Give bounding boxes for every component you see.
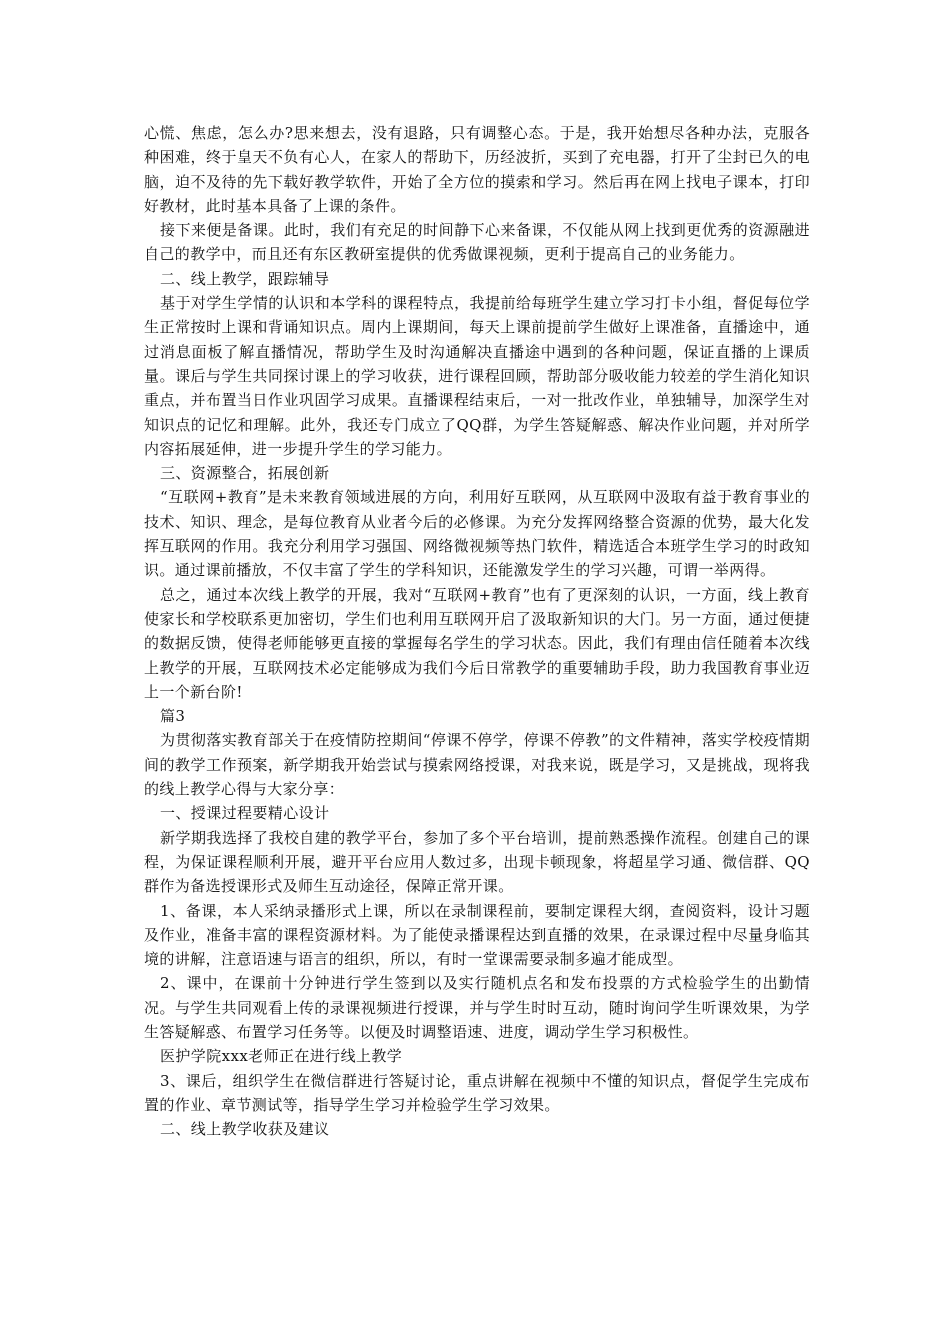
paragraph: 新学期我选择了我校自建的教学平台，参加了多个平台培训，提前熟悉操作流程。创建自己的课程，为保证课程顺利开展，避开平台应用人数过多，出现卡顿现象，将超星学习通、微信群、QQ 群作为备选授课形式及师生互动途径，保障正常开课。 — [144, 828, 810, 896]
paragraph: 总之，通过本次线上教学的开展，我对“互联网+教育”也有了更深刻的认识，一方面，线上教育使家长和学校联系更加密切，学生们也利用互联网开启了汲取新知识的大门。另一方面，通过便捷的数据反馈，使得老师能够更直接的掌握每名学生的学习状态。因此，我们有理由信任随着本次线上教学的开展，互联网技术必定能够成为我们今后日常教学的重要辅助手段，助力我国教育事业迈上一个新台阶! — [144, 585, 810, 701]
paragraph: “互联网+教育”是未来教育领域进展的方向，利用好互联网，从互联网中汲取有益于教育事业的技术、知识、理念，是每位教育从业者今后的必修课。为充分发挥网络整合资源的优势，最大化发挥互联网的作用。我充分利用学习强国、网络微视频等热门软件，精选适合本班学生学习的时政知识。通过课前播放，不仅丰富了学生的学科知识，还能激发学生的学习兴趣，可谓一举两得。 — [144, 488, 810, 580]
image-caption: 医护学院xxx老师正在进行线上教学 — [160, 1047, 403, 1066]
section-heading: 二、线上教学，跟踪辅导 — [160, 269, 330, 288]
section-heading: 二、线上教学收获及建议 — [160, 1120, 330, 1139]
paragraph: 为贯彻落实教育部关于在疫情防控期间“停课不停学，停课不停教”的文件精神，落实学校疫情期间的教学工作预案，新学期我开始尝试与摸索网络授课，对我来说，既是学习，又是挑战，现将我的线上教学心得与大家分享： — [144, 731, 810, 799]
article-number-heading: 篇3 — [160, 707, 186, 726]
document-page — [144, 121, 810, 1141]
paragraph: 心慌、焦虑，怎么办?思来想去，没有退路，只有调整心态。于是，我开始想尽各种办法，克服各种困难，终于皇天不负有心人，在家人的帮助下，历经波折，买到了充电器，打开了尘封已久的电脑，迫不及待的先下载好教学软件，开始了全方位的摸索和学习。然后再在网上找电子课本，打印好教材，此时基本具备了上课的条件。 — [144, 124, 810, 215]
paragraph: 1、备课，本人采纳录播形式上课，所以在录制课程前，要制定课程大纲，查阅资料，设计习题及作业，准备丰富的课程资源材料。为了能使录播课程达到直播的效果，在录课过程中尽量身临其境的讲解，注意语速与语言的组织，所以，有时一堂课需要录制多遍才能成型。 — [144, 901, 810, 969]
paragraph: 接下来便是备课。此时，我们有充足的时间静下心来备课，不仅能从网上找到更优秀的资源融进自己的教学中，而且还有东区教研室提供的优秀做课视频，更利于提高自己的业务能力。 — [144, 221, 810, 264]
section-heading: 一、授课过程要精心设计 — [160, 804, 330, 823]
paragraph: 2、课中，在课前十分钟进行学生签到以及实行随机点名和发布投票的方式检验学生的出勤情况。与学生共同观看上传的录课视频进行授课，并与学生时时互动，随时询问学生听课效果，为学生答疑解惑、布置学习任务等。以便及时调整语速、进度，调动学生学习积极性。 — [144, 974, 810, 1041]
paragraph: 3、课后，组织学生在微信群进行答疑讨论，重点讲解在视频中不懂的知识点，督促学生完成布置的作业、章节测试等，指导学生学习并检验学生学习效果。 — [144, 1071, 810, 1114]
section-heading: 三、资源整合，拓展创新 — [160, 464, 330, 483]
paragraph: 基于对学生学情的认识和本学科的课程特点，我提前给每班学生建立学习打卡小组，督促每位学生正常按时上课和背诵知识点。周内上课期间，每天上课前提前学生做好上课准备，直播途中，通过消息面板了解直播情况，帮助学生及时沟通解决直播途中遇到的各种问题，保证直播的上课质量。课后与学生共同探讨课上的学习收获，进行课程回顾，帮助部分吸收能力较差的学生消化知识重点，并布置当日作业巩固学习成果。直播课程结束后，一对一批改作业，单独辅导，加深学生对知识点的记忆和理解。此外，我还专门成立了QQ群，为学生答疑解惑、解决作业问题，并对所学内容拓展延伸，进一步提升学生的学习能力。 — [144, 294, 810, 458]
